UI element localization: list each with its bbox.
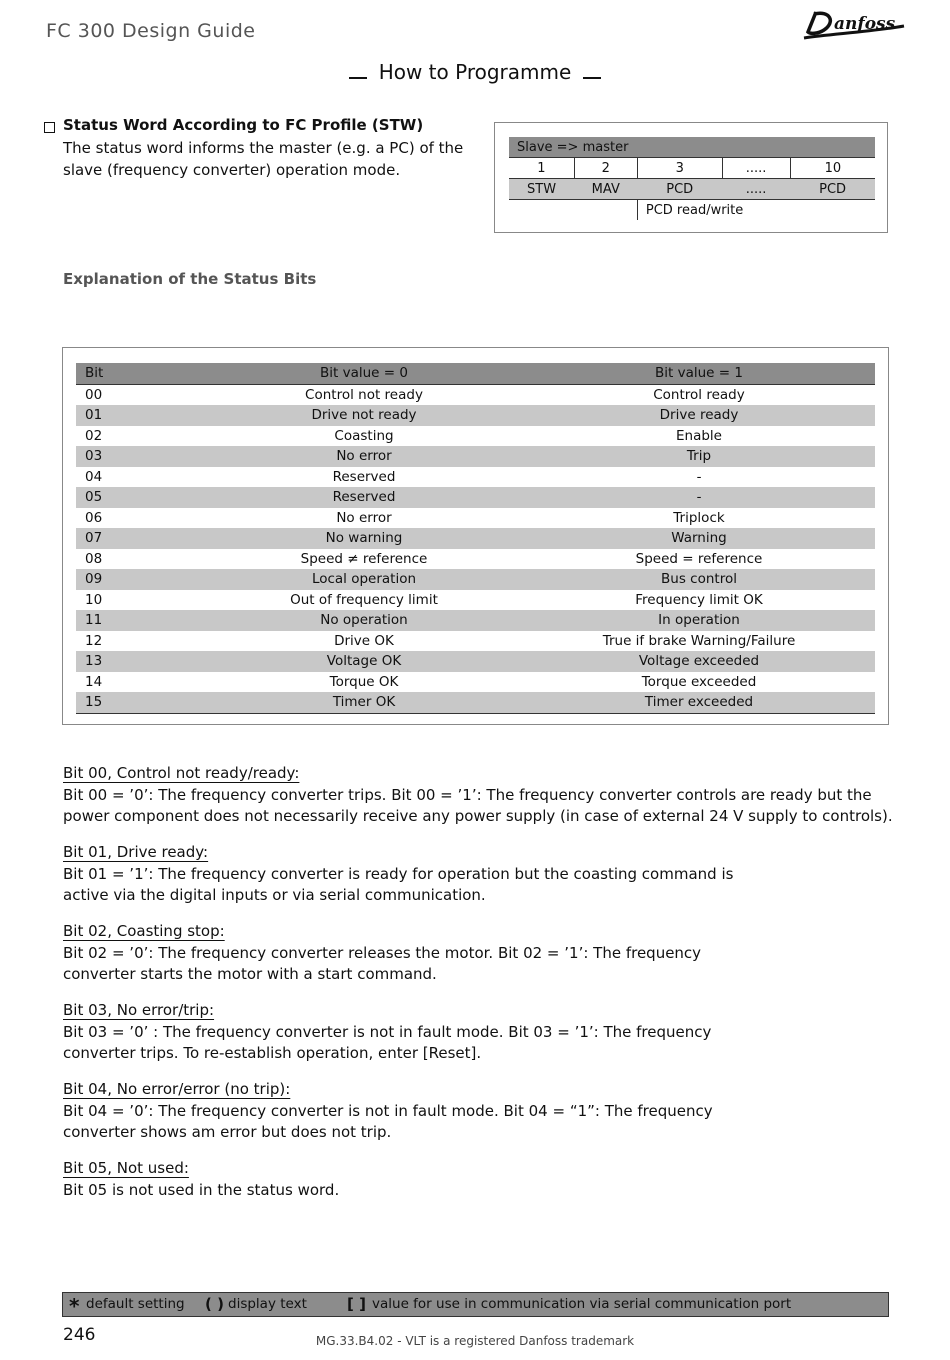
bit-value0-cell: Voltage OK [205, 651, 523, 672]
table-row [76, 384, 875, 405]
bit-description [63, 921, 903, 986]
bit-value1-cell: In operation [523, 610, 875, 631]
title-dash-left [349, 77, 367, 79]
bit-description-line: Bit 00 = ’0’: The frequency converter trips. Bit 00 = ’1’: The frequency converter controls are ready but the [63, 785, 872, 804]
table-row [76, 610, 875, 631]
table-row [76, 487, 875, 508]
bit-description-heading: Bit 05, Not used: [63, 1159, 189, 1177]
bit-value1-cell: Control ready [653, 386, 745, 403]
bit-description-line: Bit 02 = ’0’: The frequency converter releases the motor. Bit 02 = ’1’: The frequency [63, 943, 702, 962]
bit-value1-cell: Trip [523, 446, 875, 467]
svg-text:anfoss: anfoss [834, 14, 896, 34]
status-bits-rows [76, 384, 875, 713]
bit-description-line: Bit 01 = ’1’: The frequency converter is ready for operation but the coasting command is [63, 864, 734, 883]
bit-value1-cell: Warning [523, 528, 875, 549]
bit-value1-cell: Bus control [523, 569, 875, 590]
bit-value0-cell: Coasting [334, 427, 394, 444]
bit-description-line: Bit 04 = ’0’: The frequency converter is not in fault mode. Bit 04 = “1”: The frequency [63, 1101, 713, 1120]
slave-cell: 10 [790, 158, 875, 179]
bit-value0-cell: No operation [205, 610, 523, 631]
bit-description [63, 1000, 903, 1065]
bit-description [63, 1158, 903, 1201]
slave-cell: ..... [722, 179, 790, 200]
table-row [76, 426, 875, 447]
bit-value1-cell: Enable [676, 427, 722, 444]
bit-description-heading: Bit 01, Drive ready: [63, 843, 209, 861]
status-bits-table [76, 363, 875, 714]
slave-cell: PCD [790, 179, 875, 200]
bit-value0-cell: Speed ≠ reference [300, 550, 428, 567]
bit-description [63, 763, 903, 828]
table-row [76, 405, 875, 426]
intro-heading: Status Word According to FC Profile (STW) [63, 116, 424, 134]
bit-number-cell: 05 [76, 487, 205, 508]
bit-number-cell: 03 [76, 446, 205, 467]
bit-value0-cell: No warning [205, 528, 523, 549]
bit-value1-cell: Speed = reference [635, 550, 763, 567]
bit-value1-cell: Drive ready [523, 405, 875, 426]
bit-description-line: converter trips. To re-establish operation, enter [Reset]. [63, 1044, 482, 1062]
table-row [76, 528, 875, 549]
slave-cell: 3 [637, 158, 722, 179]
slave-cell: 1 [509, 158, 574, 179]
bit-value0-cell: Out of frequency limit [290, 591, 438, 608]
bit-value1-cell: True if brake Warning/Failure [602, 632, 796, 649]
bit-description-heading: Bit 04, No error/error (no trip): [63, 1080, 291, 1098]
bit-description-line: Bit 05 is not used in the status word. [63, 1180, 340, 1199]
column-header-value1: Bit value = 1 [523, 363, 875, 384]
bit-description-heading: Bit 03, No error/trip: [63, 1001, 215, 1019]
table-row [76, 672, 875, 693]
bit-description-line: active via the digital inputs or via serial communication. [63, 886, 486, 904]
table-row [76, 631, 875, 652]
bit-value0-cell: No error [336, 509, 392, 526]
bit-value1-cell: Timer exceeded [523, 692, 875, 713]
bit-number-cell: 15 [76, 692, 205, 713]
bit-description-line: power component does not necessarily receive any power supply (in case of external 24 V supply to controls). [63, 807, 893, 825]
section-title-text: How to Programme [378, 60, 572, 84]
page-number: 246 [63, 1325, 96, 1345]
table-row [76, 467, 875, 488]
slave-master-box [494, 122, 888, 233]
table-row [76, 590, 875, 611]
bit-number-cell: 09 [76, 569, 205, 590]
parentheses-icon: ( ) [205, 1295, 224, 1313]
legend-communication: value for use in communication via serial communication port [372, 1296, 792, 1312]
bit-description-heading: Bit 02, Coasting stop: [63, 922, 225, 940]
legend-default: default setting [86, 1296, 185, 1312]
bit-value0-cell: No error [205, 446, 523, 467]
slave-table-footer: PCD read/write [637, 200, 875, 221]
bit-value0-cell: Torque OK [329, 673, 399, 690]
slave-cell: PCD [637, 179, 722, 200]
table-row [76, 549, 875, 570]
bit-description [63, 1079, 903, 1144]
slave-cell: MAV [574, 179, 637, 200]
slave-master-table [509, 137, 875, 220]
bit-number-cell: 00 [85, 386, 103, 403]
bit-number-cell: 06 [85, 509, 103, 526]
bit-value0-cell: Reserved [332, 468, 396, 485]
slave-cell: 2 [574, 158, 637, 179]
bit-number-cell: 10 [85, 591, 103, 608]
bit-number-cell: 14 [85, 673, 103, 690]
bit-value1-cell: Voltage exceeded [523, 651, 875, 672]
bit-value1-cell: - [523, 487, 875, 508]
bit-number-cell: 12 [85, 632, 103, 649]
bit-description-heading: Bit 00, Control not ready/ready: [63, 764, 300, 782]
square-bullet-icon [44, 122, 55, 133]
bit-number-cell: 04 [85, 468, 103, 485]
bit-number-cell: 08 [85, 550, 103, 567]
slave-cell: STW [509, 179, 574, 200]
table-row [76, 651, 875, 672]
bit-description [63, 842, 903, 907]
bit-value1-cell: Frequency limit OK [635, 591, 763, 608]
bit-number-cell: 13 [76, 651, 205, 672]
legend-bar [62, 1292, 889, 1317]
bit-value1-cell: - [696, 468, 702, 485]
document-title: FC 300 Design Guide [46, 20, 256, 42]
bit-description-line: converter shows am error but does not trip. [63, 1123, 392, 1141]
column-header-bit: Bit [76, 363, 205, 384]
danfoss-logo [800, 4, 908, 44]
bit-value0-cell: Timer OK [205, 692, 523, 713]
table-row [76, 508, 875, 529]
legend-display: display text [228, 1296, 307, 1312]
bit-number-cell: 07 [76, 528, 205, 549]
bit-number-cell: 11 [76, 610, 205, 631]
bit-value0-cell: Local operation [205, 569, 523, 590]
column-header-value0: Bit value = 0 [205, 363, 523, 384]
slave-table-header: Slave => master [509, 137, 875, 158]
trademark-notice: MG.33.B4.02 - VLT is a registered Danfoss trademark [315, 1334, 635, 1348]
section-title [0, 60, 950, 84]
brackets-icon: [ ] [347, 1295, 366, 1313]
slave-cell: ..... [722, 158, 790, 179]
bit-description-line: converter starts the motor with a start command. [63, 965, 437, 983]
table-row [76, 446, 875, 467]
bit-number-cell: 02 [85, 427, 103, 444]
bit-description-line: Bit 03 = ’0’ : The frequency converter is not in fault mode. Bit 03 = ’1’: The frequency [63, 1022, 712, 1041]
bit-value0-cell: Control not ready [305, 386, 423, 403]
table-row [76, 569, 875, 590]
bit-value1-cell: Torque exceeded [641, 673, 757, 690]
asterisk-icon: * [69, 1294, 80, 1318]
status-bits-box [62, 347, 889, 725]
bit-value1-cell: Triplock [673, 509, 725, 526]
table-row [76, 692, 875, 713]
intro-text: The status word informs the master (e.g. a PC) of the slave (frequency converter) operation mode. [63, 139, 464, 179]
explanation-heading: Explanation of the Status Bits [63, 270, 317, 288]
bit-value0-cell: Reserved [205, 487, 523, 508]
bit-value0-cell: Drive OK [334, 632, 394, 649]
bit-value0-cell: Drive not ready [205, 405, 523, 426]
bit-number-cell: 01 [76, 405, 205, 426]
title-dash-right [583, 77, 601, 79]
